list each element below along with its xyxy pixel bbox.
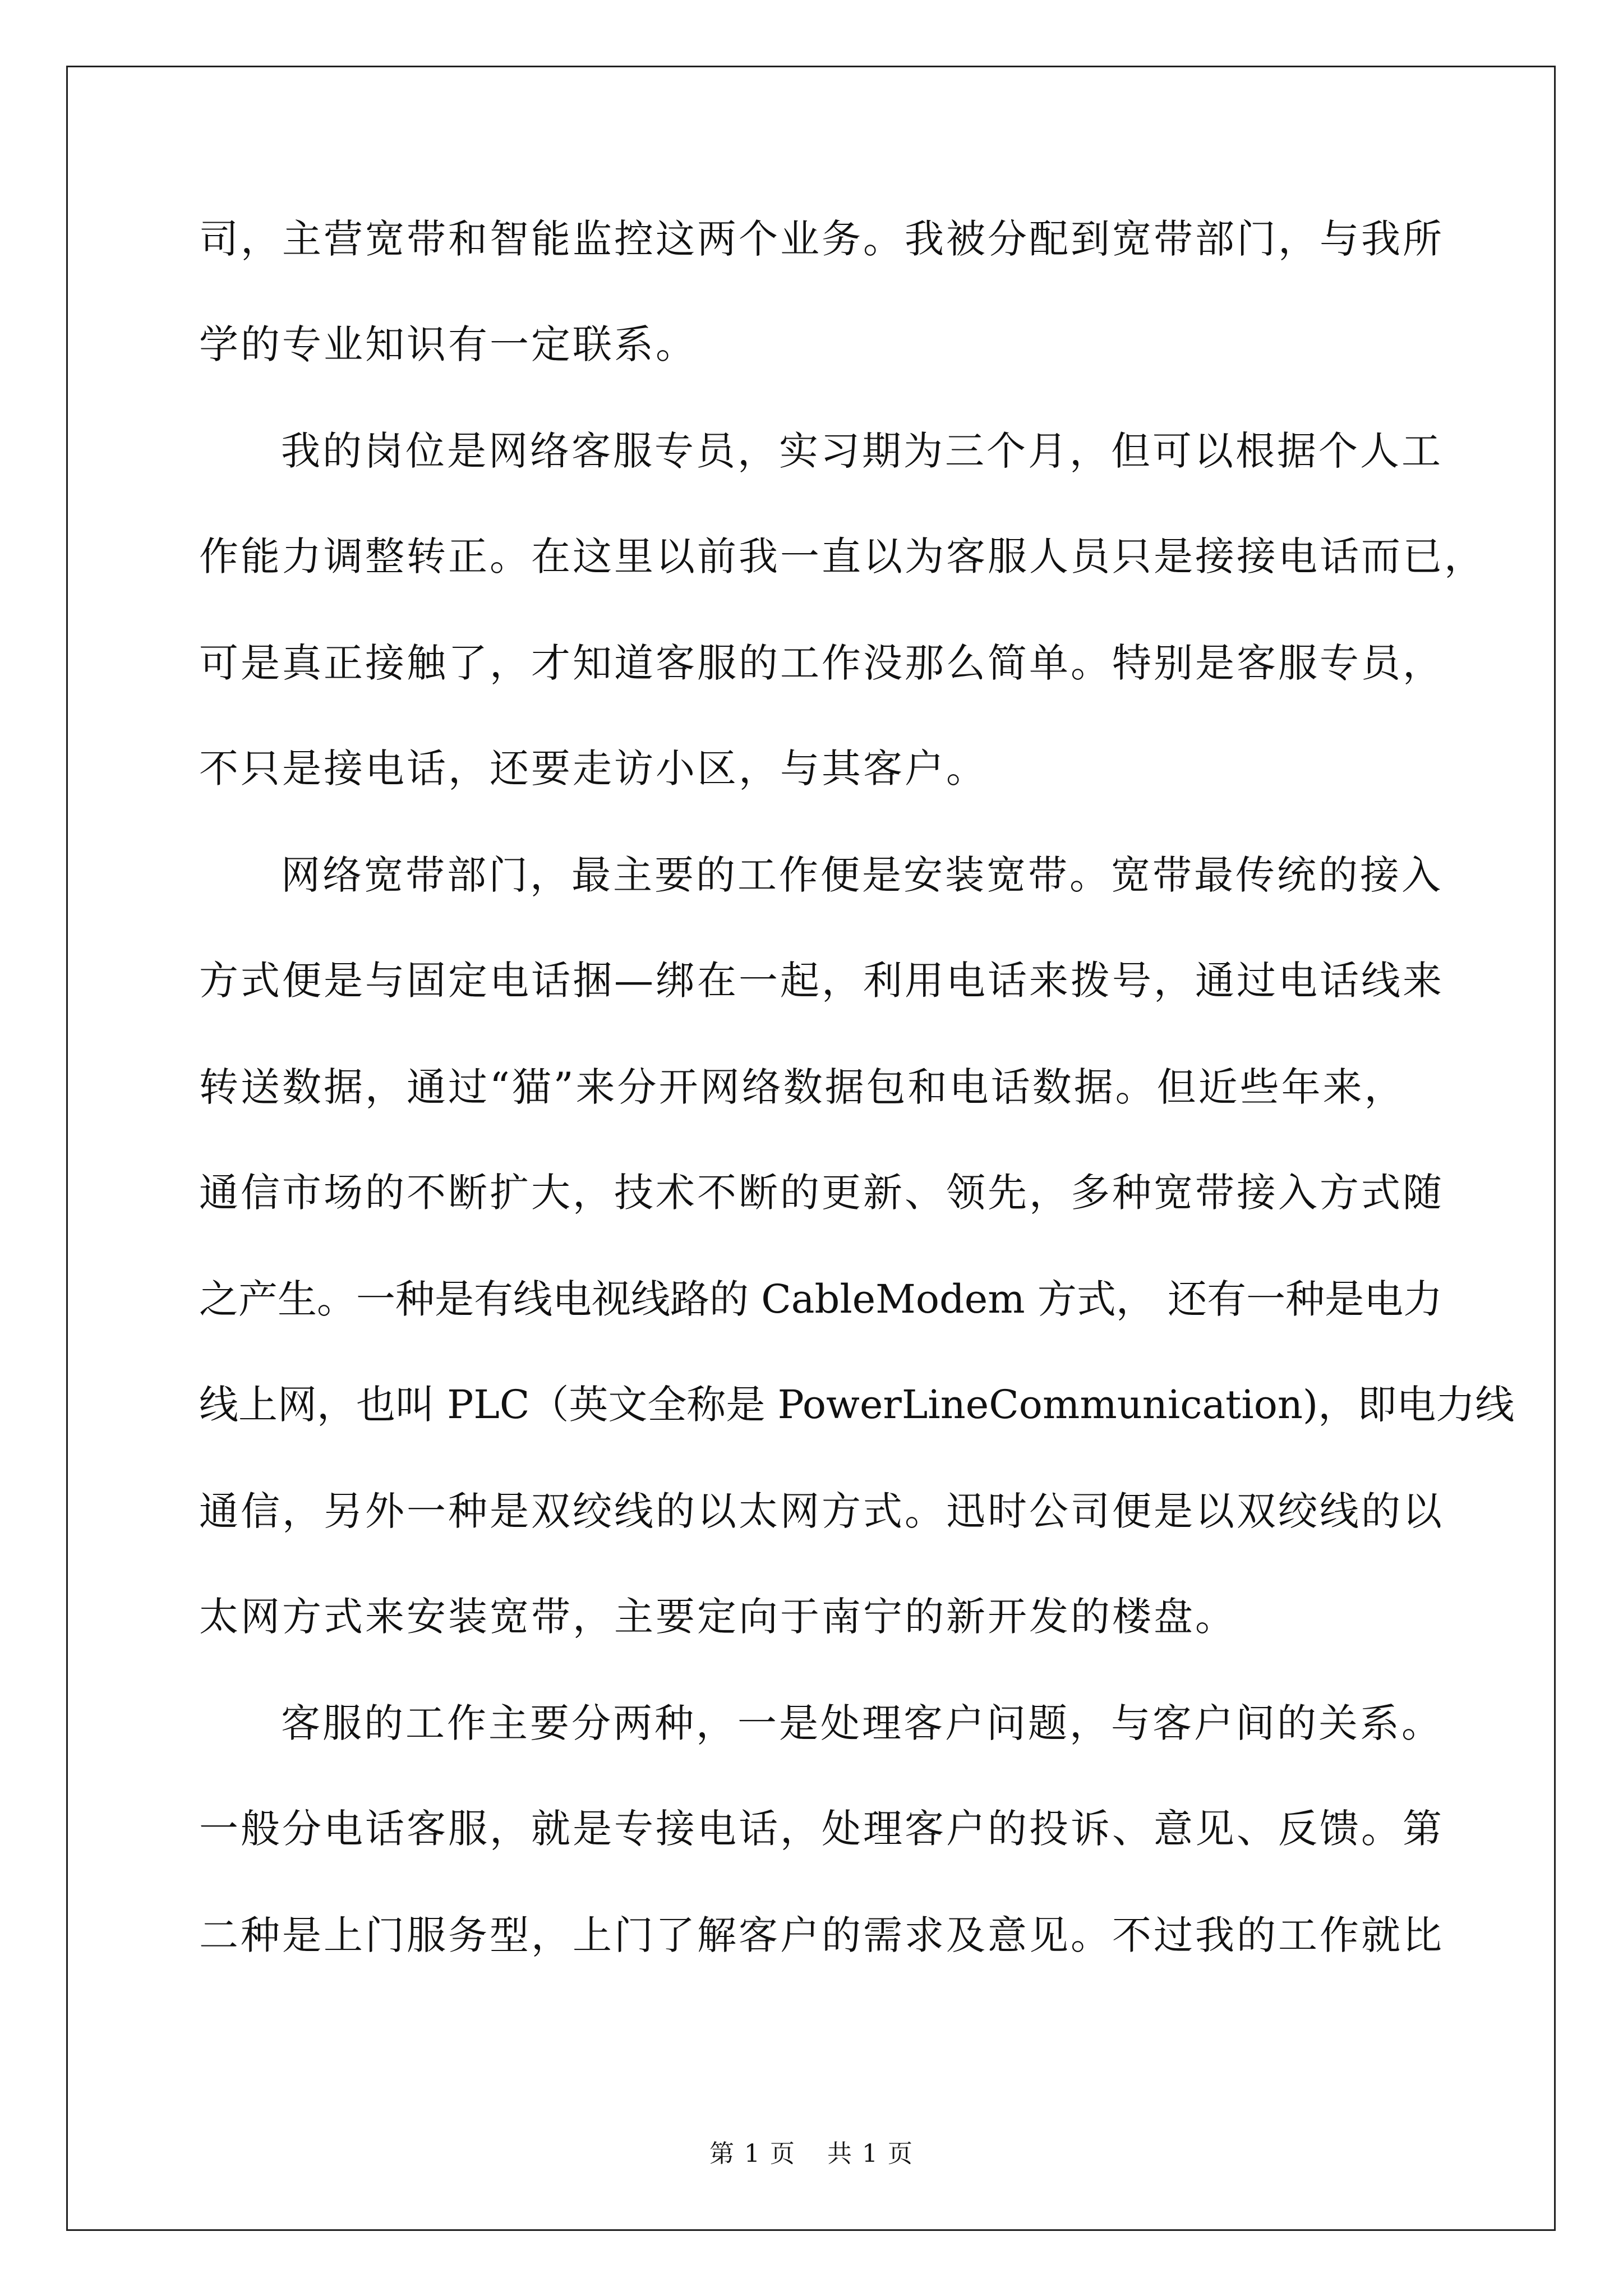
text-line: 我的岗位是网络客服专员，实习期为三个月，但可以根据个人工 xyxy=(281,428,1443,474)
page-footer xyxy=(0,2137,1623,2171)
text-line: 之产生。一种是有线电视线路的 CableModem 方式， 还有一种是电力 xyxy=(199,1276,1443,1322)
page-frame xyxy=(66,66,1556,2231)
page-number: 第 1 页 xyxy=(709,2139,796,2168)
text-line: 作能力调整转正。在这里以前我一直以为客服人员只是接接电话而已， xyxy=(199,533,1486,579)
text-line: 司，主营宽带和智能监控这两个业务。我被分配到宽带部门，与我所 xyxy=(199,216,1444,262)
text-line: 一般分电话客服，就是专接电话，处理客户的投诉、意见、反馈。第 xyxy=(199,1806,1444,1852)
text-line: 通信市场的不断扩大，技术不断的更新、领先，多种宽带接入方式随 xyxy=(199,1170,1444,1216)
text-line: 不只是接电话，还要走访小区，与其客户。 xyxy=(199,746,988,792)
text-line: 学的专业知识有一定联系。 xyxy=(199,321,697,367)
page-count: 共 1 页 xyxy=(827,2139,914,2168)
text-line: 网络宽带部门，最主要的工作便是安装宽带。宽带最传统的接入 xyxy=(281,852,1443,898)
text-line: 方式便是与固定电话捆—绑在一起，利用电话来拨号，通过电话线来 xyxy=(199,958,1444,1004)
text-line: 线上网，也叫 PLC（英文全称是 PowerLineCommunication)，即电力线 xyxy=(199,1382,1515,1428)
text-line: 可是真正接触了，才知道客服的工作没那么简单。特别是客服专员， xyxy=(199,640,1444,686)
text-line: 二种是上门服务型，上门了解客户的需求及意见。不过我的工作就比 xyxy=(199,1912,1444,1958)
text-line: 太网方式来安装宽带，主要定向于南宁的新开发的楼盘。 xyxy=(199,1594,1237,1640)
text-line: 通信，另外一种是双绞线的以太网方式。迅时公司便是以双绞线的以 xyxy=(199,1488,1444,1534)
text-line: 客服的工作主要分两种，一是处理客户问题，与客户间的关系。 xyxy=(281,1700,1443,1746)
text-line: 转送数据，通过“猫”来分开网络数据包和电话数据。但近些年来， xyxy=(199,1064,1406,1110)
